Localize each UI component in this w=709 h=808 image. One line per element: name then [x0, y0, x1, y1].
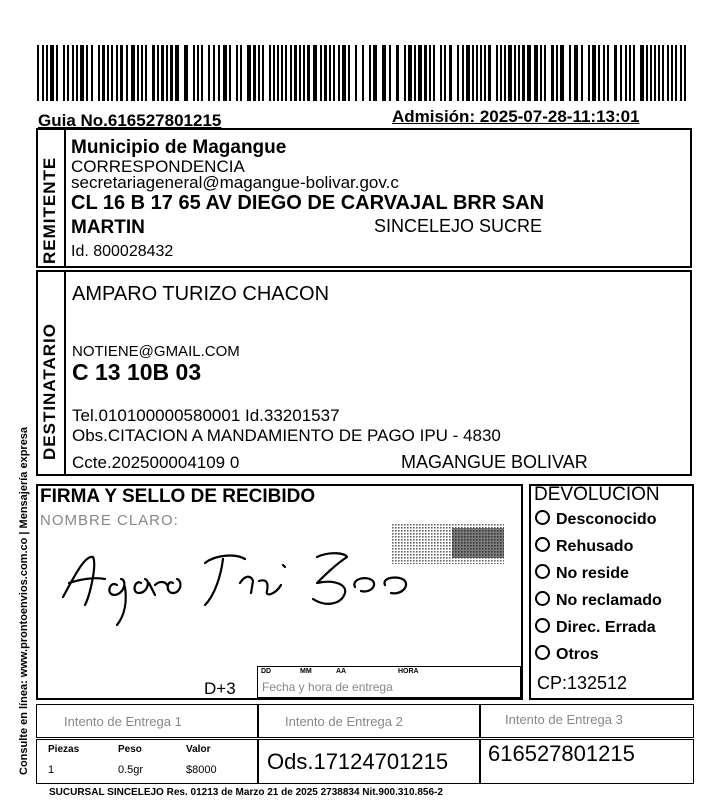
barcode-bar [389, 45, 391, 101]
barcode-bar [518, 45, 520, 101]
barcode-bar [620, 45, 622, 101]
barcode-bar [369, 45, 371, 101]
barcode-bar [440, 45, 442, 101]
barcode-bar [193, 45, 195, 101]
barcode-bar [414, 45, 416, 101]
barcode-bar [544, 45, 546, 101]
barcode-bar [684, 45, 686, 101]
barcode-bar [424, 45, 427, 101]
date-label-aa: AA [336, 668, 347, 675]
sender-address: CL 16 B 17 65 AV DIEGO DE CARVAJAL BRR SAN [71, 192, 545, 214]
barcode-bar [472, 45, 474, 101]
barcode-bar [534, 45, 538, 101]
admission-datetime: Admisión: 2025-07-28-11:13:01 [392, 107, 640, 126]
barcode-bar [429, 45, 431, 101]
barcode-bar [654, 45, 656, 101]
recipient-ccte: Ccte.202500004109 0 [72, 453, 240, 472]
barcode-bar [299, 45, 301, 101]
barcode-bar [598, 45, 600, 101]
barcode-bar [355, 45, 357, 101]
barcode-bar [253, 45, 256, 101]
barcode-bar [80, 45, 84, 101]
details-header-weight: Peso [118, 744, 142, 755]
barcode-bar [480, 45, 482, 101]
footer-text: SUCURSAL SINCELEJO Res. 01213 de Marzo 21 de 2025 2738834 Nit.900.310.856-2 [49, 787, 443, 798]
barcode-bar [514, 45, 516, 101]
barcode-bar [588, 45, 590, 101]
barcode-bar [324, 45, 327, 101]
barcode-bar [213, 45, 215, 101]
barcode-bar [170, 45, 173, 101]
devolucion-options [535, 510, 662, 672]
barcode-bar [333, 45, 335, 101]
barcode-bar [362, 45, 364, 101]
barcode-bar [551, 45, 554, 101]
barcode-bar [303, 45, 305, 101]
barcode-bar [592, 45, 596, 101]
barcode-bar [63, 45, 65, 101]
barcode-bar [373, 45, 377, 101]
option-direc-errada[interactable] [535, 618, 662, 645]
barcode-bar [444, 45, 446, 101]
barcode-bar [137, 45, 139, 101]
date-label-dd: DD [261, 668, 272, 675]
barcode-bar [629, 45, 631, 101]
radio-icon [535, 510, 550, 525]
option-label: Desconocido [556, 511, 657, 528]
option-label: Rehusado [556, 538, 634, 555]
receipt-title: FIRMA Y SELLO DE RECIBIDO [40, 486, 316, 507]
barcode-bar [131, 45, 135, 101]
attempt-3-label: Intento de Entrega 3 [505, 712, 623, 727]
barcode-bar [581, 45, 583, 101]
barcode-bar [504, 45, 506, 101]
barcode-bar [342, 45, 346, 101]
recipient-obs: Obs.CITACION A MANDAMIENTO DE PAGO IPU - 4830 [72, 426, 501, 445]
barcode-bar [614, 45, 617, 101]
barcode-bar [126, 45, 128, 101]
barcode-bar [218, 45, 220, 101]
radio-icon [535, 537, 550, 552]
barcode-bar [408, 45, 412, 101]
details-value-weight: 0.5gr [118, 764, 144, 776]
signature [55, 535, 455, 630]
radio-icon [535, 591, 550, 606]
barcode-bar [258, 45, 260, 101]
barcode-bar [348, 45, 350, 101]
barcode-bar [116, 45, 118, 101]
barcode-bar [338, 45, 340, 101]
option-no-reside[interactable] [535, 564, 662, 591]
barcode-bar [418, 45, 422, 101]
barcode-bar [86, 45, 88, 101]
barcode-bar [141, 45, 143, 101]
barcode-bar [527, 45, 531, 101]
barcode-bar [650, 45, 652, 101]
barcode-bar [37, 45, 39, 101]
sender-city: SINCELEJO SUCRE [374, 216, 543, 236]
barcode-bar [675, 45, 677, 101]
barcode-bar [72, 45, 74, 101]
sender-label: REMITENTE [40, 156, 59, 264]
barcode-bar [466, 45, 470, 101]
receipt-name-label: NOMBRE CLARO: [40, 512, 179, 529]
barcode-bar [569, 45, 571, 101]
option-label: No reside [556, 565, 629, 582]
barcode-bar [42, 45, 44, 101]
barcode-bar [76, 45, 78, 101]
barcode-bar [145, 45, 147, 101]
date-label-hora: HORA [398, 668, 419, 675]
barcode-bar [262, 45, 264, 101]
barcode-bar [152, 45, 155, 101]
recipient-tel: Tel.010100000580001 Id.33201537 [72, 406, 340, 425]
sender-email: secretariageneral@magangue-bolivar.gov.c [71, 173, 399, 192]
barcode-bar [607, 45, 609, 101]
barcode-bar [273, 45, 275, 101]
barcode [37, 45, 692, 107]
barcode-bar [671, 45, 673, 101]
barcode-bar [240, 45, 242, 101]
barcode-bar [320, 45, 322, 101]
cp-code: CP:132512 [537, 673, 628, 693]
barcode-bar [560, 45, 564, 101]
barcode-bar [658, 45, 660, 101]
barcode-bar [161, 45, 164, 101]
barcode-bar [476, 45, 478, 101]
details-header-value: Valor [186, 744, 211, 755]
barcode-bar [646, 45, 648, 101]
barcode-bar [290, 45, 292, 101]
barcode-bar [496, 45, 498, 101]
option-label: Direc. Errada [556, 619, 656, 636]
barcode-bar [307, 45, 310, 101]
barcode-bar [157, 45, 159, 101]
ods-number: Ods.17124701215 [267, 749, 449, 774]
option-rehusado[interactable] [535, 537, 662, 564]
barcode-bar [396, 45, 399, 101]
option-label: Otros [556, 646, 599, 663]
barcode-bar [107, 45, 109, 101]
barcode-bar [462, 45, 464, 101]
attempt-2-label: Intento de Entrega 2 [285, 714, 403, 729]
barcode-bar [667, 45, 669, 101]
barcode-bar [285, 45, 287, 101]
barcode-bar [662, 45, 664, 101]
option-desconocido[interactable] [535, 510, 662, 537]
barcode-bar [67, 45, 69, 101]
barcode-bar [102, 45, 105, 101]
radio-icon [535, 618, 550, 633]
details-value-price: $8000 [186, 764, 217, 776]
recipient-city: MAGANGUE BOLIVAR [401, 452, 588, 472]
barcode-bar [540, 45, 542, 101]
barcode-bar [680, 45, 682, 101]
option-otros[interactable] [535, 645, 662, 672]
barcode-bar [433, 45, 435, 101]
barcode-bar [50, 45, 54, 101]
sender-department: CORRESPONDENCIA [71, 157, 245, 176]
barcode-bar [229, 45, 231, 101]
barcode-bar [294, 45, 297, 101]
barcode-bar [184, 45, 188, 101]
recipient-email: NOTIENE@GMAIL.COM [72, 343, 240, 360]
barcode-bar [404, 45, 406, 101]
barcode-bar [522, 45, 525, 101]
details-value-pieces: 1 [48, 764, 55, 776]
details-header-pieces: Piezas [48, 744, 80, 755]
barcode-bar [313, 45, 317, 101]
barcode-bar [46, 45, 48, 101]
barcode-bar [640, 45, 644, 101]
barcode-bar [201, 45, 203, 101]
barcode-bar [166, 45, 168, 101]
barcode-bar [633, 45, 635, 101]
delivery-days: D+3 [204, 679, 236, 698]
barcode-bar [56, 45, 58, 101]
barcode-bar [277, 45, 279, 101]
barcode-bar [223, 45, 227, 101]
recipient-label: DESTINATARIO [40, 323, 59, 460]
barcode-bar [500, 45, 502, 101]
guide-number: Guia No.616527801215 [38, 111, 222, 130]
barcode-bar [91, 45, 93, 101]
barcode-bar [247, 45, 251, 101]
option-no-reclamado[interactable] [535, 591, 662, 618]
barcode-bar [556, 45, 558, 101]
recipient-name: AMPARO TURIZO CHACON [72, 283, 330, 305]
barcode-bar [111, 45, 113, 101]
tracking-number: 616527801215 [488, 741, 635, 766]
sender-id: Id. 800028432 [71, 243, 174, 260]
barcode-bar [175, 45, 179, 101]
barcode-bar [625, 45, 627, 101]
barcode-bar [98, 45, 100, 101]
barcode-bar [236, 45, 238, 101]
attempt-1-label: Intento de Entrega 1 [64, 714, 182, 729]
barcode-bar [457, 45, 459, 101]
barcode-bar [488, 45, 491, 101]
barcode-bar [449, 45, 452, 101]
side-url-text: Consulte en línea: www.prontoenvios.com.co | Mensajería expresa [18, 426, 30, 775]
barcode-bar [208, 45, 210, 101]
option-label: No reclamado [556, 592, 662, 609]
date-label-mm: MM [300, 668, 312, 675]
barcode-bar [603, 45, 605, 101]
sender-name: Municipio de Magangue [71, 137, 287, 158]
barcode-bar [508, 45, 512, 101]
radio-icon [535, 564, 550, 579]
recipient-address: C 13 10B 03 [72, 359, 202, 385]
barcode-bar [281, 45, 283, 101]
devolucion-title: DEVOLUCION [534, 484, 660, 505]
barcode-bar [120, 45, 123, 101]
barcode-bar [574, 45, 578, 101]
barcode-bar [382, 45, 386, 101]
barcode-bar [197, 45, 199, 101]
sender-address-line2: MARTIN [71, 217, 145, 238]
date-caption: Fecha y hora de entrega [262, 680, 393, 694]
barcode-bar [329, 45, 331, 101]
radio-icon [535, 645, 550, 660]
barcode-bar [269, 45, 271, 101]
barcode-bar [484, 45, 486, 101]
